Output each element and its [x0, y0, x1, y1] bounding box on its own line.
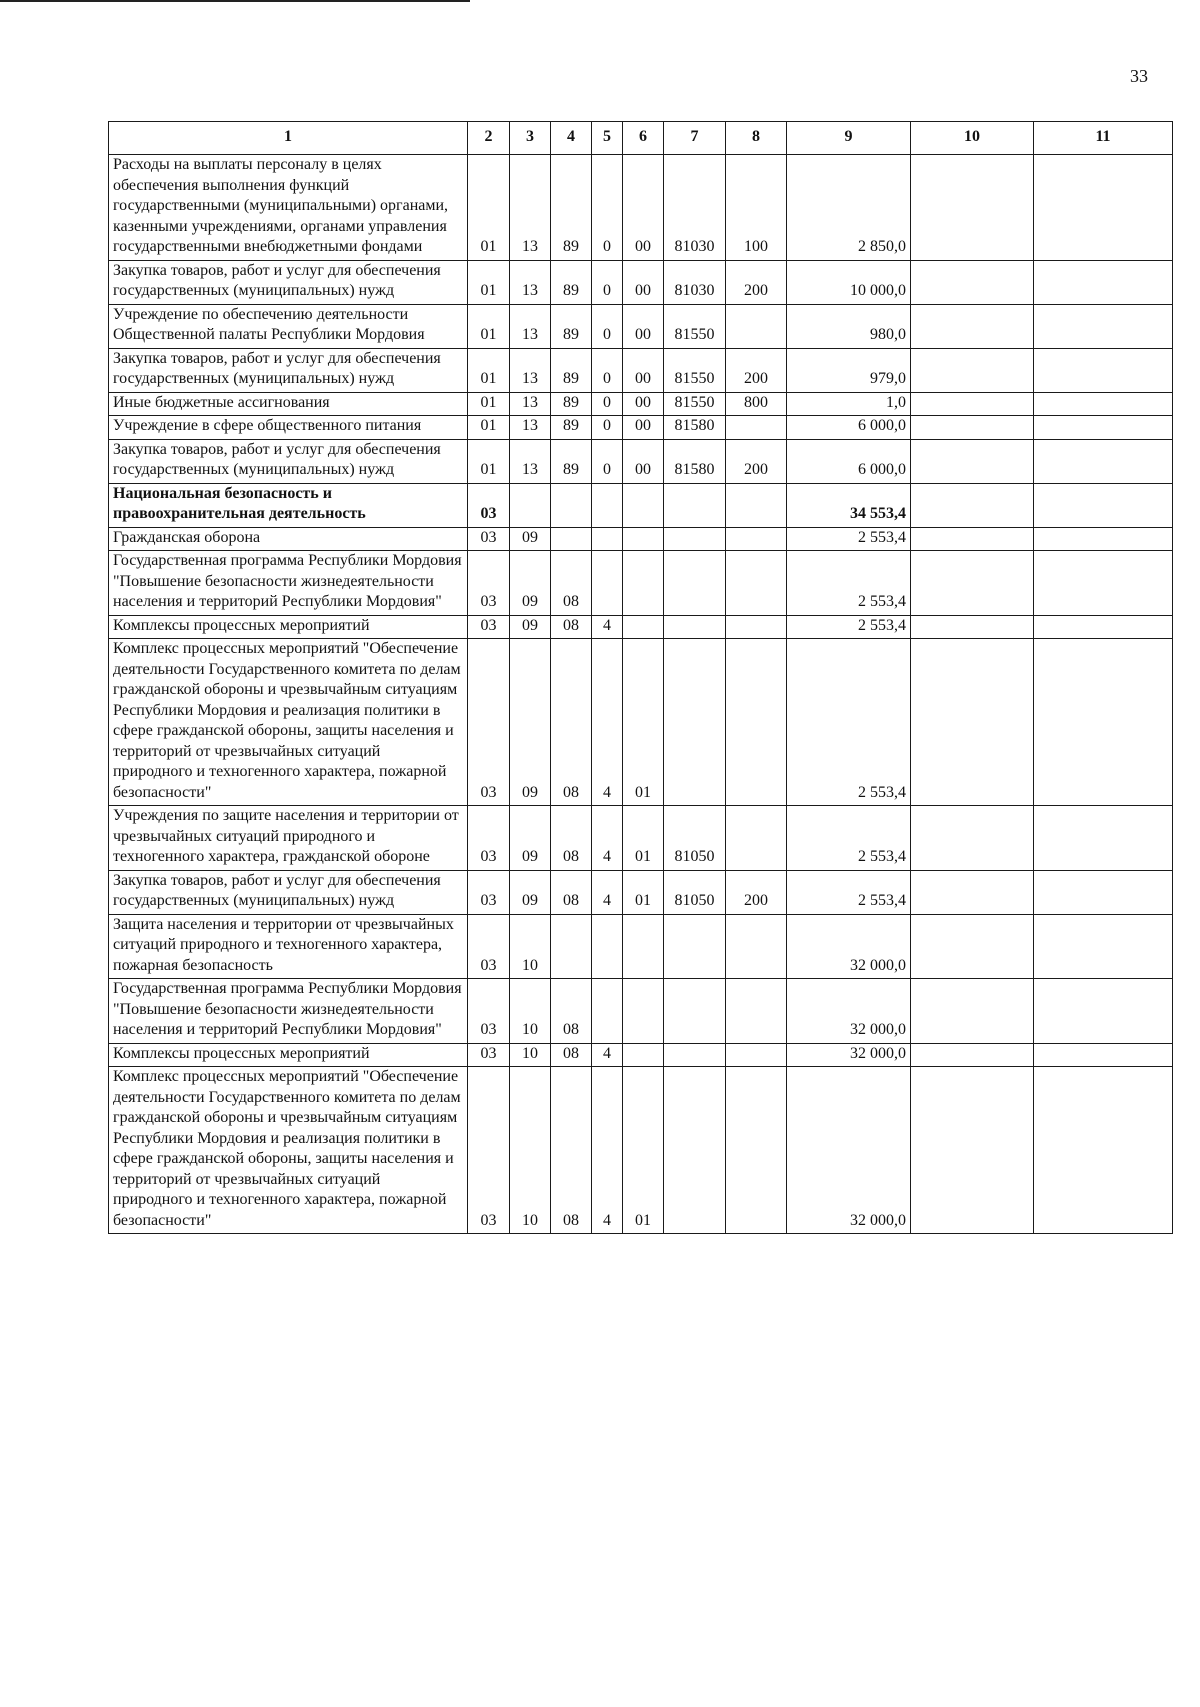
code-cell-c8: 800: [726, 392, 787, 416]
code-cell-c2: 03: [468, 806, 510, 871]
code-cell-c5: [592, 483, 623, 527]
code-cell-c10: [911, 1043, 1034, 1067]
code-cell-c5: 4: [592, 806, 623, 871]
code-cell-c10: [911, 615, 1034, 639]
code-cell-c3: 09: [510, 527, 551, 551]
code-cell-c7: 81580: [664, 416, 726, 440]
code-cell-c7: [664, 914, 726, 979]
table-row: [109, 615, 1173, 639]
row-name-cell: Учреждения по защите населения и территории от чрезвычайных ситуаций природного и техногенного характера, гражданской обороне: [109, 806, 468, 871]
code-cell-c7: 81550: [664, 392, 726, 416]
code-cell-c4: 89: [551, 260, 592, 304]
code-cell-c8: 100: [726, 155, 787, 261]
code-cell-c2: 01: [468, 155, 510, 261]
code-cell-c4: 08: [551, 551, 592, 616]
amount-cell: 2 553,4: [787, 806, 911, 871]
amount-cell: 2 850,0: [787, 155, 911, 261]
code-cell-c2: 03: [468, 615, 510, 639]
code-cell-c11: [1034, 914, 1173, 979]
code-cell-c7: [664, 527, 726, 551]
code-cell-c11: [1034, 304, 1173, 348]
code-cell-c6: [623, 979, 664, 1044]
code-cell-c5: 0: [592, 155, 623, 261]
code-cell-c11: [1034, 348, 1173, 392]
code-cell-c4: 08: [551, 979, 592, 1044]
table-row: [109, 416, 1173, 440]
code-cell-c3: 09: [510, 615, 551, 639]
code-cell-c3: 09: [510, 551, 551, 616]
header-cell: 7: [664, 122, 726, 155]
code-cell-c6: 00: [623, 260, 664, 304]
code-cell-c3: 13: [510, 348, 551, 392]
code-cell-c11: [1034, 155, 1173, 261]
header-cell: 2: [468, 122, 510, 155]
code-cell-c4: 08: [551, 806, 592, 871]
code-cell-c11: [1034, 439, 1173, 483]
amount-cell: 980,0: [787, 304, 911, 348]
amount-cell: 2 553,4: [787, 615, 911, 639]
code-cell-c10: [911, 806, 1034, 871]
code-cell-c8: [726, 527, 787, 551]
code-cell-c5: 0: [592, 348, 623, 392]
code-cell-c8: 200: [726, 870, 787, 914]
code-cell-c5: 0: [592, 392, 623, 416]
code-cell-c11: [1034, 527, 1173, 551]
code-cell-c7: 81550: [664, 348, 726, 392]
code-cell-c10: [911, 304, 1034, 348]
amount-cell: 10 000,0: [787, 260, 911, 304]
table-row: [109, 639, 1173, 806]
code-cell-c11: [1034, 416, 1173, 440]
code-cell-c11: [1034, 1043, 1173, 1067]
code-cell-c3: 13: [510, 260, 551, 304]
row-name-cell: Комплекс процессных мероприятий "Обеспечение деятельности Государственного комитета по делам гражданской обороны и чрезвычайным ситуациям Республики Мордовия и реализация политики в сфере гражданской обороны, защиты населения и территорий от чрезвычайных ситуаций природного и техногенного характера, пожарной безопасности": [109, 1067, 468, 1234]
code-cell-c7: 81050: [664, 806, 726, 871]
code-cell-c8: [726, 979, 787, 1044]
code-cell-c7: [664, 1067, 726, 1234]
table-row: [109, 870, 1173, 914]
code-cell-c4: 08: [551, 615, 592, 639]
amount-cell: 34 553,4: [787, 483, 911, 527]
code-cell-c3: 13: [510, 155, 551, 261]
code-cell-c7: 81030: [664, 260, 726, 304]
code-cell-c6: [623, 483, 664, 527]
header-cell: 1: [109, 122, 468, 155]
table-row: [109, 260, 1173, 304]
code-cell-c7: [664, 483, 726, 527]
row-name-cell: Государственная программа Республики Мордовия "Повышение безопасности жизнедеятельности населения и территорий Республики Мордовия": [109, 979, 468, 1044]
code-cell-c6: 00: [623, 416, 664, 440]
code-cell-c5: 4: [592, 639, 623, 806]
code-cell-c7: [664, 639, 726, 806]
code-cell-c3: 10: [510, 979, 551, 1044]
code-cell-c2: 01: [468, 392, 510, 416]
code-cell-c10: [911, 348, 1034, 392]
code-cell-c11: [1034, 483, 1173, 527]
code-cell-c8: [726, 639, 787, 806]
code-cell-c6: [623, 1043, 664, 1067]
row-name-cell: Комплексы процессных мероприятий: [109, 615, 468, 639]
code-cell-c4: 08: [551, 870, 592, 914]
code-cell-c2: 03: [468, 914, 510, 979]
row-name-cell: Защита населения и территории от чрезвычайных ситуаций природного и техногенного характера, пожарная безопасность: [109, 914, 468, 979]
code-cell-c11: [1034, 979, 1173, 1044]
code-cell-c7: [664, 979, 726, 1044]
code-cell-c5: 4: [592, 1067, 623, 1234]
code-cell-c11: [1034, 392, 1173, 416]
top-rule: [0, 0, 470, 2]
code-cell-c10: [911, 551, 1034, 616]
row-name-cell: Расходы на выплаты персоналу в целях обеспечения выполнения функций государственными (муниципальными) органами, казенными учреждениями, органами управления государственными внебюджетными фондами: [109, 155, 468, 261]
row-name-cell: Закупка товаров, работ и услуг для обеспечения государственных (муниципальных) нужд: [109, 260, 468, 304]
header-cell: 4: [551, 122, 592, 155]
code-cell-c10: [911, 155, 1034, 261]
header-cell: 6: [623, 122, 664, 155]
code-cell-c3: 09: [510, 806, 551, 871]
code-cell-c4: 89: [551, 304, 592, 348]
code-cell-c4: 89: [551, 392, 592, 416]
table-row: [109, 439, 1173, 483]
code-cell-c3: [510, 483, 551, 527]
code-cell-c4: [551, 527, 592, 551]
code-cell-c10: [911, 870, 1034, 914]
code-cell-c4: 89: [551, 348, 592, 392]
code-cell-c8: [726, 914, 787, 979]
code-cell-c6: 00: [623, 155, 664, 261]
code-cell-c5: [592, 551, 623, 616]
code-cell-c5: 0: [592, 439, 623, 483]
code-cell-c5: 0: [592, 260, 623, 304]
code-cell-c6: [623, 914, 664, 979]
code-cell-c6: 00: [623, 304, 664, 348]
row-name-cell: Учреждение по обеспечению деятельности Общественной палаты Республики Мордовия: [109, 304, 468, 348]
code-cell-c10: [911, 416, 1034, 440]
code-cell-c10: [911, 392, 1034, 416]
table-row: [109, 155, 1173, 261]
code-cell-c6: [623, 615, 664, 639]
code-cell-c3: 09: [510, 870, 551, 914]
row-name-cell: Гражданская оборона: [109, 527, 468, 551]
code-cell-c5: 0: [592, 416, 623, 440]
code-cell-c3: 13: [510, 392, 551, 416]
row-name-cell: Закупка товаров, работ и услуг для обеспечения государственных (муниципальных) нужд: [109, 870, 468, 914]
code-cell-c5: [592, 979, 623, 1044]
header-cell: 11: [1034, 122, 1173, 155]
row-name-cell: Закупка товаров, работ и услуг для обеспечения государственных (муниципальных) нужд: [109, 439, 468, 483]
table-row: [109, 348, 1173, 392]
code-cell-c8: [726, 806, 787, 871]
code-cell-c6: [623, 551, 664, 616]
code-cell-c2: 03: [468, 870, 510, 914]
row-name-cell: Иные бюджетные ассигнования: [109, 392, 468, 416]
code-cell-c2: 01: [468, 348, 510, 392]
table-row: [109, 551, 1173, 616]
code-cell-c4: 89: [551, 439, 592, 483]
budget-table: [108, 121, 1173, 1234]
code-cell-c4: 08: [551, 1067, 592, 1234]
code-cell-c10: [911, 527, 1034, 551]
code-cell-c6: 00: [623, 392, 664, 416]
code-cell-c2: 01: [468, 416, 510, 440]
code-cell-c10: [911, 979, 1034, 1044]
code-cell-c8: 200: [726, 260, 787, 304]
table-header-row: [109, 122, 1173, 155]
code-cell-c5: 4: [592, 615, 623, 639]
code-cell-c2: 03: [468, 639, 510, 806]
table-row: [109, 914, 1173, 979]
code-cell-c11: [1034, 260, 1173, 304]
amount-cell: 2 553,4: [787, 639, 911, 806]
code-cell-c4: 89: [551, 416, 592, 440]
table-row: [109, 806, 1173, 871]
code-cell-c7: [664, 615, 726, 639]
code-cell-c6: [623, 527, 664, 551]
code-cell-c5: [592, 527, 623, 551]
amount-cell: 32 000,0: [787, 1043, 911, 1067]
code-cell-c3: 10: [510, 914, 551, 979]
code-cell-c5: 4: [592, 1043, 623, 1067]
amount-cell: 2 553,4: [787, 551, 911, 616]
row-name-cell: Закупка товаров, работ и услуг для обеспечения государственных (муниципальных) нужд: [109, 348, 468, 392]
code-cell-c11: [1034, 870, 1173, 914]
header-cell: 10: [911, 122, 1034, 155]
code-cell-c8: [726, 1067, 787, 1234]
code-cell-c8: [726, 1043, 787, 1067]
table-row: [109, 1043, 1173, 1067]
amount-cell: 6 000,0: [787, 439, 911, 483]
code-cell-c8: [726, 304, 787, 348]
code-cell-c10: [911, 1067, 1034, 1234]
amount-cell: 32 000,0: [787, 1067, 911, 1234]
amount-cell: 32 000,0: [787, 914, 911, 979]
code-cell-c8: [726, 483, 787, 527]
header-cell: 5: [592, 122, 623, 155]
code-cell-c2: 03: [468, 483, 510, 527]
code-cell-c11: [1034, 551, 1173, 616]
header-cell: 3: [510, 122, 551, 155]
amount-cell: 2 553,4: [787, 870, 911, 914]
code-cell-c6: 00: [623, 348, 664, 392]
table-row: [109, 392, 1173, 416]
code-cell-c11: [1034, 639, 1173, 806]
code-cell-c5: [592, 914, 623, 979]
code-cell-c3: 09: [510, 639, 551, 806]
amount-cell: 2 553,4: [787, 527, 911, 551]
amount-cell: 1,0: [787, 392, 911, 416]
code-cell-c7: [664, 1043, 726, 1067]
row-name-cell: Комплексы процессных мероприятий: [109, 1043, 468, 1067]
table-row: [109, 304, 1173, 348]
amount-cell: 979,0: [787, 348, 911, 392]
header-cell: 9: [787, 122, 911, 155]
code-cell-c5: 4: [592, 870, 623, 914]
amount-cell: 6 000,0: [787, 416, 911, 440]
code-cell-c3: 13: [510, 304, 551, 348]
page-number: 33: [1130, 66, 1148, 86]
code-cell-c3: 13: [510, 416, 551, 440]
code-cell-c11: [1034, 615, 1173, 639]
code-cell-c6: 00: [623, 439, 664, 483]
code-cell-c10: [911, 439, 1034, 483]
table-row: [109, 483, 1173, 527]
code-cell-c10: [911, 914, 1034, 979]
code-cell-c7: 81550: [664, 304, 726, 348]
code-cell-c4: [551, 483, 592, 527]
row-name-cell: Учреждение в сфере общественного питания: [109, 416, 468, 440]
code-cell-c10: [911, 260, 1034, 304]
code-cell-c8: [726, 551, 787, 616]
row-name-cell: Национальная безопасность и правоохранительная деятельность: [109, 483, 468, 527]
code-cell-c2: 01: [468, 260, 510, 304]
code-cell-c2: 03: [468, 551, 510, 616]
code-cell-c2: 03: [468, 1043, 510, 1067]
row-name-cell: Комплекс процессных мероприятий "Обеспечение деятельности Государственного комитета по делам гражданской обороны и чрезвычайным ситуациям Республики Мордовия и реализация политики в сфере гражданской обороны, защиты населения и территорий от чрезвычайных ситуаций природного и техногенного характера, пожарной безопасности": [109, 639, 468, 806]
code-cell-c3: 10: [510, 1043, 551, 1067]
code-cell-c6: 01: [623, 806, 664, 871]
code-cell-c2: 01: [468, 439, 510, 483]
code-cell-c7: 81030: [664, 155, 726, 261]
code-cell-c7: 81580: [664, 439, 726, 483]
code-cell-c2: 03: [468, 527, 510, 551]
code-cell-c8: [726, 416, 787, 440]
code-cell-c8: [726, 615, 787, 639]
code-cell-c2: 03: [468, 1067, 510, 1234]
table-row: [109, 527, 1173, 551]
code-cell-c4: 08: [551, 1043, 592, 1067]
row-name-cell: Государственная программа Республики Мордовия "Повышение безопасности жизнедеятельности населения и территорий Республики Мордовия": [109, 551, 468, 616]
code-cell-c8: 200: [726, 348, 787, 392]
table-row: [109, 1067, 1173, 1234]
header-cell: 8: [726, 122, 787, 155]
code-cell-c4: 08: [551, 639, 592, 806]
code-cell-c8: 200: [726, 439, 787, 483]
code-cell-c11: [1034, 1067, 1173, 1234]
amount-cell: 32 000,0: [787, 979, 911, 1044]
code-cell-c3: 10: [510, 1067, 551, 1234]
code-cell-c3: 13: [510, 439, 551, 483]
code-cell-c6: 01: [623, 639, 664, 806]
code-cell-c7: 81050: [664, 870, 726, 914]
code-cell-c7: [664, 551, 726, 616]
code-cell-c2: 03: [468, 979, 510, 1044]
code-cell-c5: 0: [592, 304, 623, 348]
table-row: [109, 979, 1173, 1044]
code-cell-c2: 01: [468, 304, 510, 348]
code-cell-c4: 89: [551, 155, 592, 261]
code-cell-c11: [1034, 806, 1173, 871]
code-cell-c6: 01: [623, 1067, 664, 1234]
code-cell-c4: [551, 914, 592, 979]
code-cell-c10: [911, 483, 1034, 527]
code-cell-c10: [911, 639, 1034, 806]
code-cell-c6: 01: [623, 870, 664, 914]
